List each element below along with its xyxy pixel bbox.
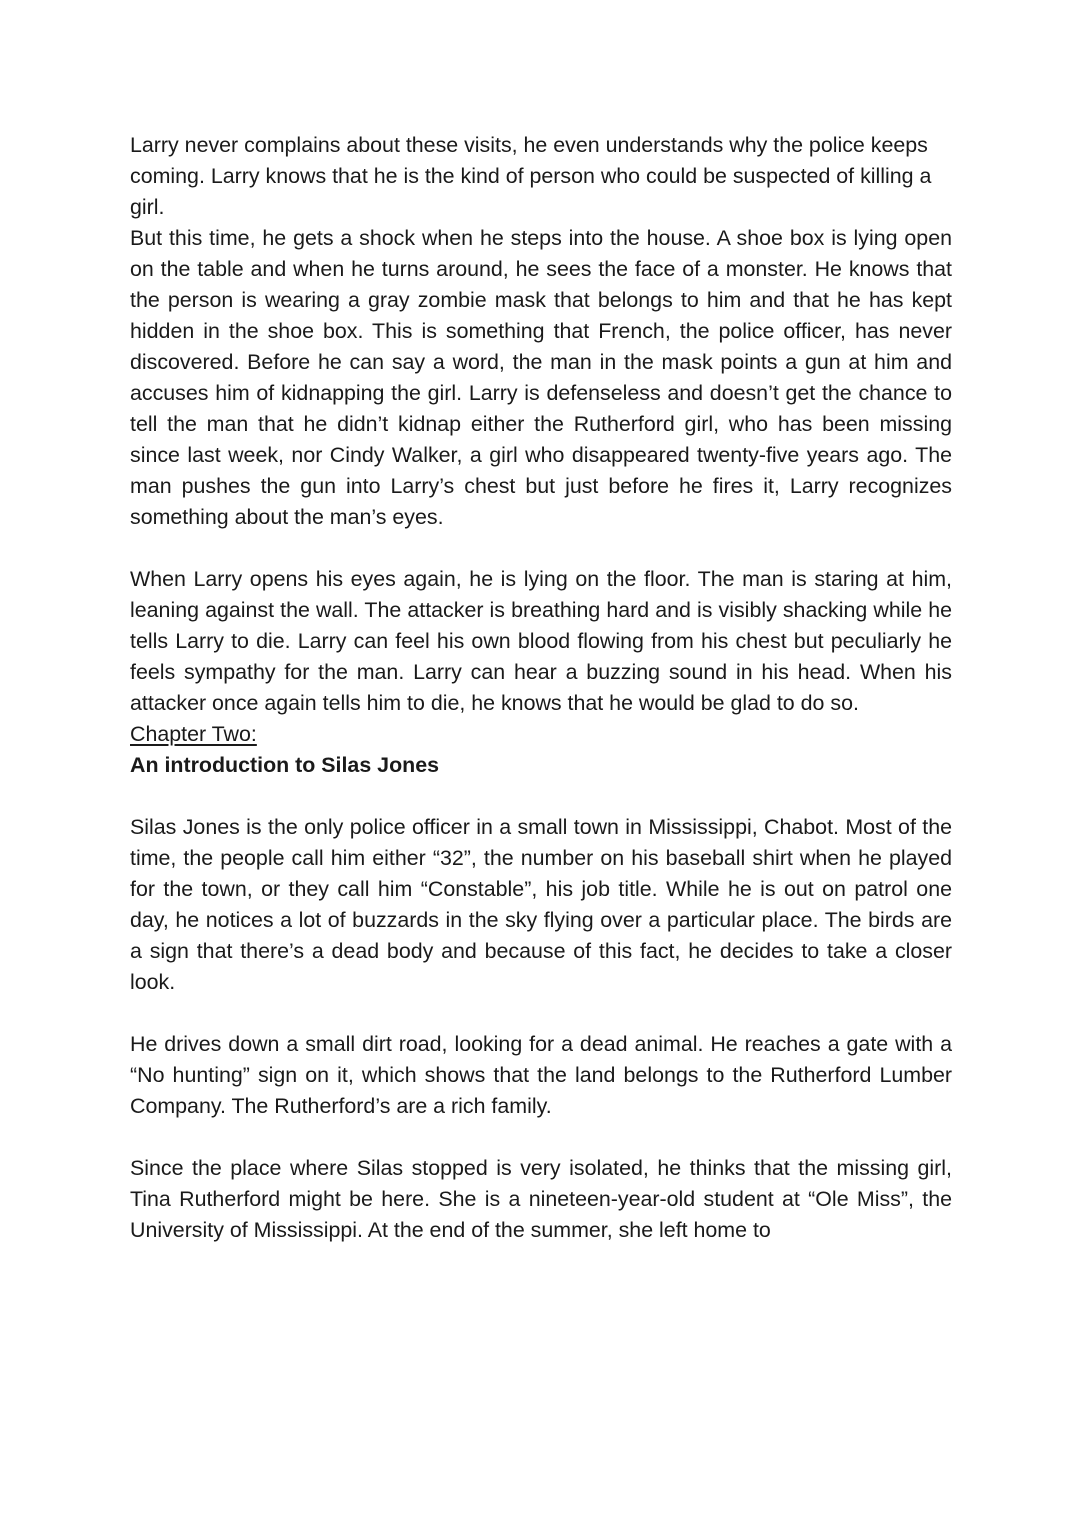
chapter-title: An introduction to Silas Jones [130, 753, 439, 777]
document-page [130, 130, 952, 1246]
paragraph-larry-floor: When Larry opens his eyes again, he is lying on the floor. The man is staring at him, leaning against the wall. The attacker is breathing hard and is visibly shacking while he tells Larry to die. Larry can feel his own blood flowing from his chest but peculiarly he feels sympathy for the man. Larry can hear a buzzing sound in his head. When his attacker once again tells him to die, he knows that he would be glad to do so. [130, 567, 952, 715]
paragraph-larry-visits: Larry never complains about these visits, he even understands why the police keeps coming. Larry knows that he is the kind of person who could be suspected of killing a girl. [130, 133, 932, 219]
paragraph-missing-girl: Since the place where Silas stopped is very isolated, he thinks that the missing girl, Tina Rutherford might be here. She is a nineteen-year-old student at “Ole Miss”, the University of Mississippi. At the end of the summer, she left home to [130, 1156, 952, 1242]
chapter-label: Chapter Two: [130, 722, 257, 746]
paragraph-dirt-road: He drives down a small dirt road, looking for a dead animal. He reaches a gate with a “No hunting” sign on it, which shows that the land belongs to the Rutherford Lumber Company. The Rutherford’s are a rich family. [130, 1032, 952, 1118]
paragraph-shoe-box: But this time, he gets a shock when he steps into the house. A shoe box is lying open on the table and when he turns around, he sees the face of a monster. He knows that the person is wearing a gray zombie mask that belongs to him and that he has kept hidden in the shoe box. This is something that French, the police officer, has never discovered. Before he can say a word, the man in the mask points a gun at him and accuses him of kidnapping the girl. Larry is defenseless and doesn’t get the chance to tell the man that he didn’t kidnap either the Rutherford girl, who has been missing since last week, nor Cindy Walker, a girl who disappeared twenty-five years ago. The man pushes the gun into Larry’s chest but just before he fires it, Larry recognizes something about the man’s eyes. [130, 226, 952, 529]
paragraph-silas-intro: Silas Jones is the only police officer in a small town in Mississippi, Chabot. Most of the time, the people call him either “32”, the number on his baseball shirt when he played for the town, or they call him “Constable”, his job title. While he is out on patrol one day, he notices a lot of buzzards in the sky flying over a particular place. The birds are a sign that there’s a dead body and because of this fact, he decides to take a closer look. [130, 815, 952, 994]
